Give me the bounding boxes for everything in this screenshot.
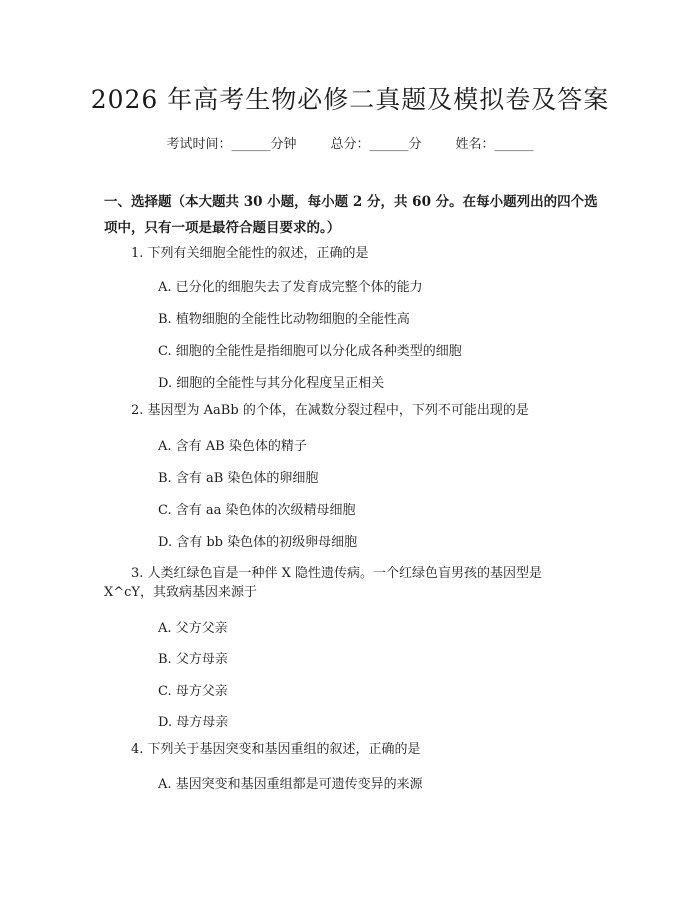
question-3-option-c: C. 母方父亲	[158, 684, 228, 699]
question-2-option-d: D. 含有 bb 染色体的初级卵母细胞	[158, 535, 358, 550]
question-2-option-b: B. 含有 aB 染色体的卵细胞	[158, 471, 319, 486]
question-1-option-c: C. 细胞的全能性是指细胞可以分化成各种类型的细胞	[158, 344, 462, 359]
question-3-option-a: A. 父方父亲	[158, 621, 228, 636]
section-heading	[104, 189, 604, 241]
question-3-stem-continued	[104, 579, 564, 607]
question-1-option-a: A. 已分化的细胞失去了发育成完整个体的能力	[158, 280, 423, 295]
exam-time-field: 考试时间：______分钟	[166, 137, 297, 152]
question-1-option-d: D. 细胞的全能性与其分化程度呈正相关	[158, 376, 385, 391]
question-4-stem: 4. 下列关于基因突变和基因重组的叙述，正确的是	[131, 742, 421, 757]
student-name-field: 姓名：______	[455, 137, 534, 152]
total-score-field: 总分：______分	[330, 137, 422, 152]
section-heading-line1: 一、选择题（本大题共 30 小题，每小题 2 分，共 60 分。在每小题列出的四个选	[104, 194, 598, 210]
question-4-option-a: A. 基因突变和基因重组都是可遗传变异的来源	[158, 777, 423, 792]
question-2-option-a: A. 含有 AB 染色体的精子	[158, 439, 307, 454]
exam-info-line	[0, 133, 700, 152]
question-3-stem-line2: X^cY，其致病基因来源于	[104, 585, 258, 600]
question-1-option-b: B. 植物细胞的全能性比动物细胞的全能性高	[158, 312, 410, 327]
question-1-stem: 1. 下列有关细胞全能性的叙述，正确的是	[131, 246, 369, 261]
document-title: 2026 年高考生物必修二真题及模拟卷及答案	[90, 85, 610, 114]
question-3-option-b: B. 父方母亲	[158, 652, 228, 667]
question-3-option-d: D. 母方母亲	[158, 715, 229, 730]
question-2-stem: 2. 基因型为 AaBb 的个体，在减数分裂过程中，下列不可能出现的是	[131, 403, 529, 418]
question-3-stem-line1: 3. 人类红绿色盲是一种伴 X 隐性遗传病。一个红绿色盲男孩的基因型是	[131, 566, 543, 581]
question-2-option-c: C. 含有 aa 染色体的次级精母细胞	[158, 503, 356, 518]
section-heading-line2: 项中，只有一项是最符合题目要求的。）	[104, 220, 341, 236]
